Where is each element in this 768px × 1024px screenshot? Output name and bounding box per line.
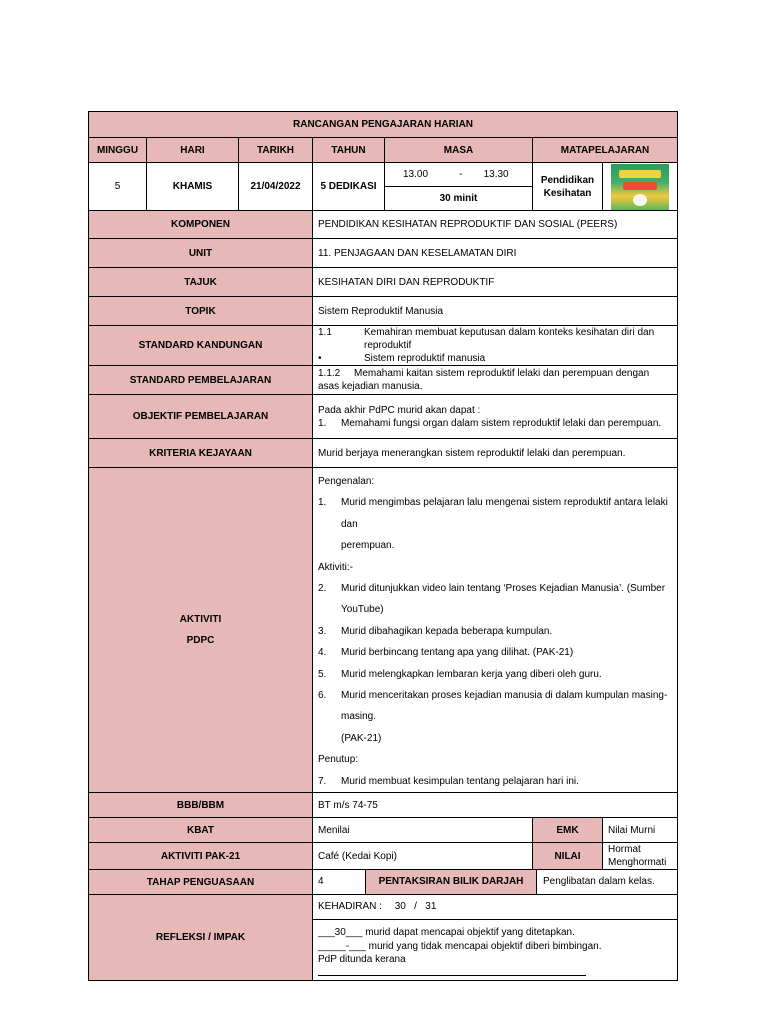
- standard-pembelajaran-value: [313, 366, 678, 395]
- nilai-value: Hormat Menghormati: [603, 843, 678, 870]
- sp-text: Memahami kaitan sistem reproduktif lelaki dan perempuan dengan asas kejadian manusia.: [318, 368, 650, 392]
- aktiviti-heading: Aktiviti:-: [318, 561, 353, 573]
- not-achieved-text: murid yang tidak mencapai objektif diberi bimbingan.: [368, 940, 602, 952]
- activity-item-7-text: Murid membuat kesimpulan tentang pelajaran hari ini.: [341, 775, 579, 787]
- subject-name: [533, 163, 603, 211]
- postponed-reason-line: [318, 975, 586, 976]
- header-tarikh: TARIKH: [239, 138, 313, 163]
- header-minggu: MINGGU: [89, 138, 147, 163]
- masa-dash: -: [459, 169, 463, 180]
- objektif-text: Memahami fungsi organ dalam sistem reproduktif lelaki dan perempuan.: [341, 417, 662, 429]
- standard-pembelajaran-label: STANDARD PEMBELAJARAN: [89, 366, 313, 395]
- list-item: [318, 578, 672, 621]
- lesson-plan-table: [88, 111, 678, 981]
- masa-end: 13.30: [483, 169, 509, 180]
- activity-item-number: 6.: [318, 690, 327, 702]
- unit-value: 11. PENJAGAAN DAN KESELAMATAN DIRI: [313, 239, 678, 268]
- bbb-label: BBB/BBM: [89, 793, 313, 818]
- header-tahun: TAHUN: [313, 138, 385, 163]
- activity-item-text: Murid dibahagikan kepada beberapa kumpulan.: [341, 625, 553, 637]
- tajuk-value: KESIHATAN DIRI DAN REPRODUKTIF: [313, 268, 678, 297]
- tarikh-value: 21/04/2022: [239, 163, 313, 211]
- header-hari: HARI: [147, 138, 239, 163]
- aktiviti-label: [89, 468, 313, 793]
- activity-item-1-number: 1.: [318, 497, 327, 509]
- objektif-value: [313, 395, 678, 439]
- sk-number: 1.1: [318, 327, 332, 338]
- sk-bullet-text: Sistem reproduktif manusia: [364, 353, 486, 364]
- activity-item-1-text: Murid mengimbas pelajaran lalu mengenai sistem reproduktif antara lelaki dan: [341, 497, 668, 530]
- activity-item-text: Murid ditunjukkan video lain tentang ‘Proses Kejadian Manusia’. (Sumber YouTube): [341, 583, 666, 616]
- list-item: [318, 621, 672, 642]
- aktiviti-content: [313, 468, 678, 793]
- pak21-label: AKTIVITI PAK-21: [89, 843, 313, 870]
- header-masa: MASA: [385, 138, 533, 163]
- pengenalan-heading: Pengenalan:: [318, 476, 375, 487]
- achieved-text: murid dapat mencapai objektif yang ditetapkan.: [365, 927, 575, 939]
- aktiviti-label-1: AKTIVITI: [179, 614, 222, 626]
- pbd-value: Penglibatan dalam kelas.: [543, 876, 655, 888]
- refleksi-content: [313, 895, 678, 981]
- subject-line-2: Kesihatan: [543, 187, 592, 199]
- subject-line-1: Pendidikan: [540, 174, 595, 186]
- objektif-number: 1.: [318, 417, 327, 429]
- emk-label: EMK: [533, 818, 603, 843]
- bbb-value: BT m/s 74-75: [313, 793, 678, 818]
- kbat-label: KBAT: [89, 818, 313, 843]
- komponen-value: PENDIDIKAN KESIHATAN REPRODUKTIF DAN SOSIAL (PEERS): [313, 211, 678, 239]
- textbook-cover-image: [611, 164, 669, 210]
- activity-item-number: 4.: [318, 647, 327, 659]
- activity-item-number: 5.: [318, 668, 327, 680]
- list-item: [318, 685, 672, 728]
- kriteria-value: Murid berjaya menerangkan sistem reproduktif lelaki dan perempuan.: [313, 439, 678, 468]
- kehadiran-row: [313, 895, 677, 920]
- activity-item-text: Murid berbincang tentang apa yang dilihat. (PAK-21): [341, 647, 574, 659]
- activity-item-7-number: 7.: [318, 775, 327, 787]
- objektif-label: OBJEKTIF PEMBELAJARAN: [89, 395, 313, 439]
- nilai-label: NILAI: [533, 843, 603, 870]
- not-achieved-count: _____-___: [318, 940, 366, 952]
- kriteria-label: KRITERIA KEJAYAAN: [89, 439, 313, 468]
- kehadiran-value: 30 / 31: [394, 901, 437, 913]
- lesson-plan-sheet: [88, 111, 677, 981]
- masa-cell: [385, 163, 533, 211]
- komponen-label: KOMPONEN: [89, 211, 313, 239]
- refleksi-label: REFLEKSI / IMPAK: [89, 895, 313, 981]
- page-title: RANCANGAN PENGAJARAN HARIAN: [89, 112, 678, 138]
- pak21-value: Café (Kedai Kopi): [313, 843, 533, 870]
- tahap-label: TAHAP PENGUASAAN: [89, 870, 313, 895]
- minggu-value: 5: [89, 163, 147, 211]
- masa-time-range: [385, 163, 532, 187]
- masa-duration: 30 minit: [439, 193, 478, 204]
- unit-label: UNIT: [89, 239, 313, 268]
- topik-label: TOPIK: [89, 297, 313, 326]
- kehadiran-label: KEHADIRAN :: [318, 901, 382, 913]
- sp-number: 1.1.2: [318, 368, 341, 379]
- list-item: [318, 664, 672, 685]
- list-item: [318, 642, 672, 663]
- objektif-intro: Pada akhir PdPC murid akan dapat :: [318, 404, 481, 416]
- tajuk-label: TAJUK: [89, 268, 313, 297]
- sk-text: Kemahiran membuat keputusan dalam konteks kesihatan diri dan reproduktif: [364, 327, 655, 351]
- hari-value: KHAMIS: [147, 163, 239, 211]
- sk-bullet: •: [318, 353, 322, 364]
- header-matapelajaran: MATAPELAJARAN: [533, 138, 678, 163]
- tahap-row: [313, 870, 678, 895]
- pbd-label: PENTAKSIRAN BILIK DARJAH: [366, 870, 537, 894]
- kbat-value: Menilai: [313, 818, 533, 843]
- activity-item-text: Murid menceritakan proses kejadian manusia di dalam kumpulan masing-masing.: [341, 690, 668, 723]
- tahap-value: 4: [313, 870, 366, 894]
- masa-start: 13.00: [403, 169, 429, 180]
- standard-kandungan-label: STANDARD KANDUNGAN: [89, 326, 313, 366]
- standard-kandungan-value: [313, 326, 678, 366]
- postponed-label: PdP ditunda kerana: [318, 954, 406, 966]
- activity-item-6-continuation: (PAK-21): [341, 732, 382, 744]
- activity-item-number: 3.: [318, 625, 327, 637]
- emk-value: Nilai Murni: [603, 818, 678, 843]
- textbook-cover-cell: [603, 163, 678, 211]
- tahun-value: 5 DEDIKASI: [313, 163, 385, 211]
- topik-value: Sistem Reproduktif Manusia: [313, 297, 678, 326]
- activity-item-1-continuation: perempuan.: [341, 540, 395, 552]
- activity-item-number: 2.: [318, 583, 327, 595]
- aktiviti-label-2: PDPC: [186, 635, 215, 647]
- achieved-count: ___30___: [318, 927, 363, 939]
- activity-item-text: Murid melengkapkan lembaran kerja yang diberi oleh guru.: [341, 668, 602, 680]
- penutup-heading: Penutup:: [318, 754, 359, 766]
